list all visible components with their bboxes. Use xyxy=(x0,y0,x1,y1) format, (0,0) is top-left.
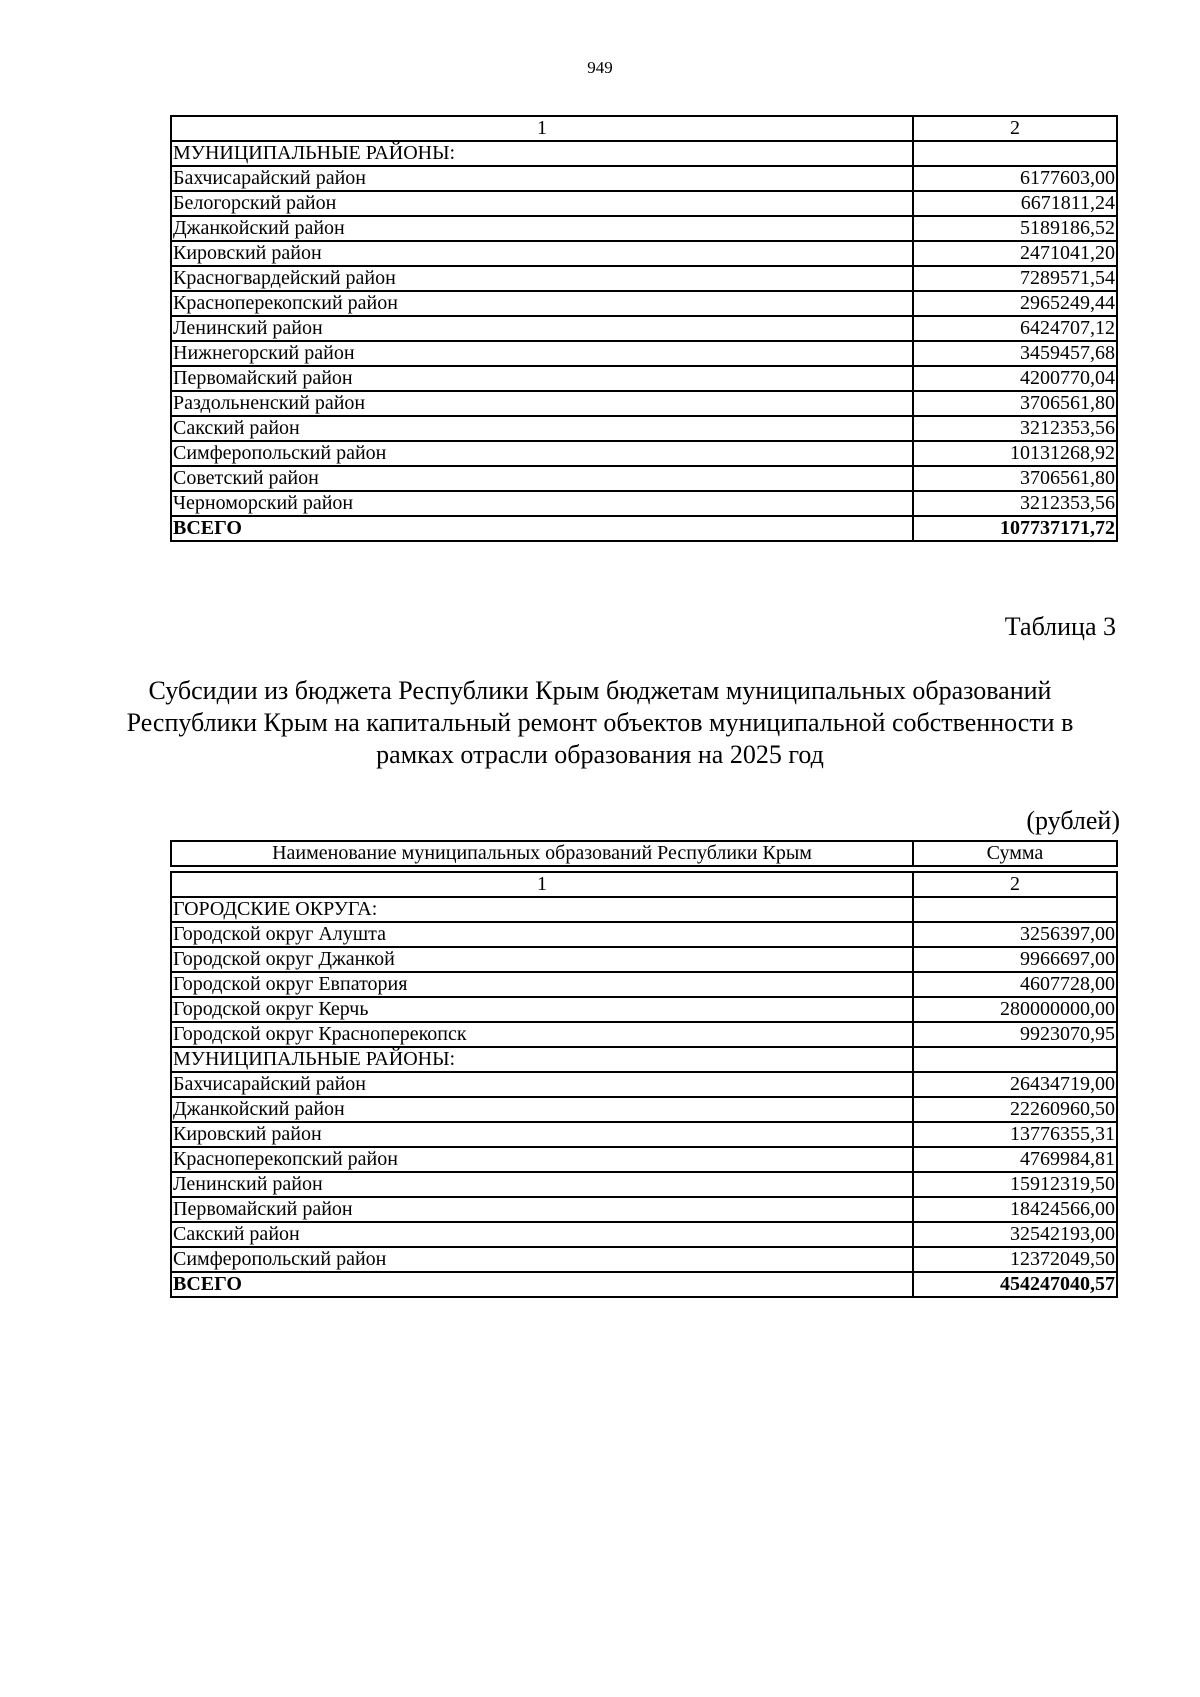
row-name: Симферопольский район xyxy=(171,441,913,466)
row-name: Бахчисарайский район xyxy=(171,1072,913,1097)
row-name: МУНИЦИПАЛЬНЫЕ РАЙОНЫ: xyxy=(171,1047,913,1072)
table-row xyxy=(171,191,1117,216)
table-row xyxy=(171,1247,1117,1272)
table-1 xyxy=(170,115,1118,542)
row-value: 4607728,00 xyxy=(913,972,1117,997)
row-value: 18424566,00 xyxy=(913,1197,1117,1222)
row-name: Кировский район xyxy=(171,1122,913,1147)
table-2-header xyxy=(171,841,1117,866)
row-value: 3706561,80 xyxy=(913,466,1117,491)
table-row xyxy=(171,1122,1117,1147)
row-name: Белогорский район xyxy=(171,191,913,216)
table-row xyxy=(171,491,1117,516)
table-row xyxy=(171,897,1117,922)
total-label: ВСЕГО xyxy=(171,1272,913,1297)
row-value: 6424707,12 xyxy=(913,316,1117,341)
row-value: 3459457,68 xyxy=(913,341,1117,366)
row-name: Первомайский район xyxy=(171,1197,913,1222)
table-1-body xyxy=(171,116,1117,541)
row-value: 13776355,31 xyxy=(913,1122,1117,1147)
table-row xyxy=(171,316,1117,341)
row-value: 2471041,20 xyxy=(913,241,1117,266)
table-label: Таблица 3 xyxy=(1004,612,1116,641)
total-row xyxy=(171,516,1117,541)
row-name: Нижнегорский район xyxy=(171,341,913,366)
table-row xyxy=(171,922,1117,947)
table-2-body xyxy=(171,841,1117,1297)
column-number: 1 xyxy=(171,872,913,897)
table-row xyxy=(171,947,1117,972)
row-value: 3212353,56 xyxy=(913,416,1117,441)
row-value xyxy=(913,141,1117,166)
units-label: (рублей) xyxy=(1026,806,1120,835)
row-name: Городской округ Керчь xyxy=(171,997,913,1022)
row-name: Раздольненский район xyxy=(171,391,913,416)
row-name: Бахчисарайский район xyxy=(171,166,913,191)
row-name: Черноморский район xyxy=(171,491,913,516)
row-value xyxy=(913,1047,1117,1072)
table-row xyxy=(171,416,1117,441)
table-row xyxy=(171,1072,1117,1097)
column-number: 2 xyxy=(913,116,1117,141)
row-name: Городской округ Алушта xyxy=(171,922,913,947)
row-value: 26434719,00 xyxy=(913,1072,1117,1097)
table-row xyxy=(171,1047,1117,1072)
row-value: 9923070,95 xyxy=(913,1022,1117,1047)
table-row xyxy=(171,391,1117,416)
row-value: 5189186,52 xyxy=(913,216,1117,241)
table-row xyxy=(171,216,1117,241)
row-value: 7289571,54 xyxy=(913,266,1117,291)
table-1-column-numbers xyxy=(171,116,1117,141)
row-name: МУНИЦИПАЛЬНЫЕ РАЙОНЫ: xyxy=(171,141,913,166)
row-name: Джанкойский район xyxy=(171,1097,913,1122)
row-name: Городской округ Джанкой xyxy=(171,947,913,972)
table-row xyxy=(171,1222,1117,1247)
row-name: Городской округ Евпатория xyxy=(171,972,913,997)
row-value: 6177603,00 xyxy=(913,166,1117,191)
total-value: 454247040,57 xyxy=(913,1272,1117,1297)
row-name: Первомайский район xyxy=(171,366,913,391)
row-name: Джанкойский район xyxy=(171,216,913,241)
row-name: Городской округ Красноперекопск xyxy=(171,1022,913,1047)
table-row xyxy=(171,166,1117,191)
total-row xyxy=(171,1272,1117,1297)
table-row xyxy=(171,341,1117,366)
table-2-column-numbers xyxy=(171,872,1117,897)
table-row xyxy=(171,1022,1117,1047)
row-value: 4769984,81 xyxy=(913,1147,1117,1172)
table-row xyxy=(171,1172,1117,1197)
table-row xyxy=(171,441,1117,466)
table-2 xyxy=(170,840,1118,1298)
column-header: Сумма xyxy=(913,841,1117,866)
row-name: Советский район xyxy=(171,466,913,491)
table-title: Субсидии из бюджета Республики Крым бюджетам муниципальных образований Республики Крым на капитальный ремонт объектов муниципальной собственности в рамках отрасли образования на 2025 год xyxy=(126,676,1074,769)
table-row xyxy=(171,1147,1117,1172)
table-row xyxy=(171,291,1117,316)
row-name: Симферопольский район xyxy=(171,1247,913,1272)
row-value: 32542193,00 xyxy=(913,1222,1117,1247)
page-number: 949 xyxy=(587,58,613,77)
table-row xyxy=(171,1197,1117,1222)
table-row xyxy=(171,366,1117,391)
row-value: 4200770,04 xyxy=(913,366,1117,391)
row-value: 280000000,00 xyxy=(913,997,1117,1022)
table-row xyxy=(171,241,1117,266)
row-name: Красноперекопский район xyxy=(171,291,913,316)
row-name: Сакский район xyxy=(171,1222,913,1247)
row-value: 22260960,50 xyxy=(913,1097,1117,1122)
table-row xyxy=(171,1097,1117,1122)
total-value: 107737171,72 xyxy=(913,516,1117,541)
row-name: Ленинский район xyxy=(171,316,913,341)
row-name: Сакский район xyxy=(171,416,913,441)
row-value: 15912319,50 xyxy=(913,1172,1117,1197)
table-row xyxy=(171,972,1117,997)
row-name: Красноперекопский район xyxy=(171,1147,913,1172)
table-row xyxy=(171,266,1117,291)
column-number: 2 xyxy=(913,872,1117,897)
row-value: 3256397,00 xyxy=(913,922,1117,947)
row-value: 3212353,56 xyxy=(913,491,1117,516)
row-value: 2965249,44 xyxy=(913,291,1117,316)
row-value: 9966697,00 xyxy=(913,947,1117,972)
column-number: 1 xyxy=(171,116,913,141)
row-name: Ленинский район xyxy=(171,1172,913,1197)
column-header: Наименование муниципальных образований Республики Крым xyxy=(171,841,913,866)
table-row xyxy=(171,141,1117,166)
row-name: ГОРОДСКИЕ ОКРУГА: xyxy=(171,897,913,922)
row-name: Красногвардейский район xyxy=(171,266,913,291)
total-label: ВСЕГО xyxy=(171,516,913,541)
row-value: 10131268,92 xyxy=(913,441,1117,466)
table-row xyxy=(171,466,1117,491)
row-value: 3706561,80 xyxy=(913,391,1117,416)
row-value: 6671811,24 xyxy=(913,191,1117,216)
row-value: 12372049,50 xyxy=(913,1247,1117,1272)
row-value xyxy=(913,897,1117,922)
row-name: Кировский район xyxy=(171,241,913,266)
table-row xyxy=(171,997,1117,1022)
